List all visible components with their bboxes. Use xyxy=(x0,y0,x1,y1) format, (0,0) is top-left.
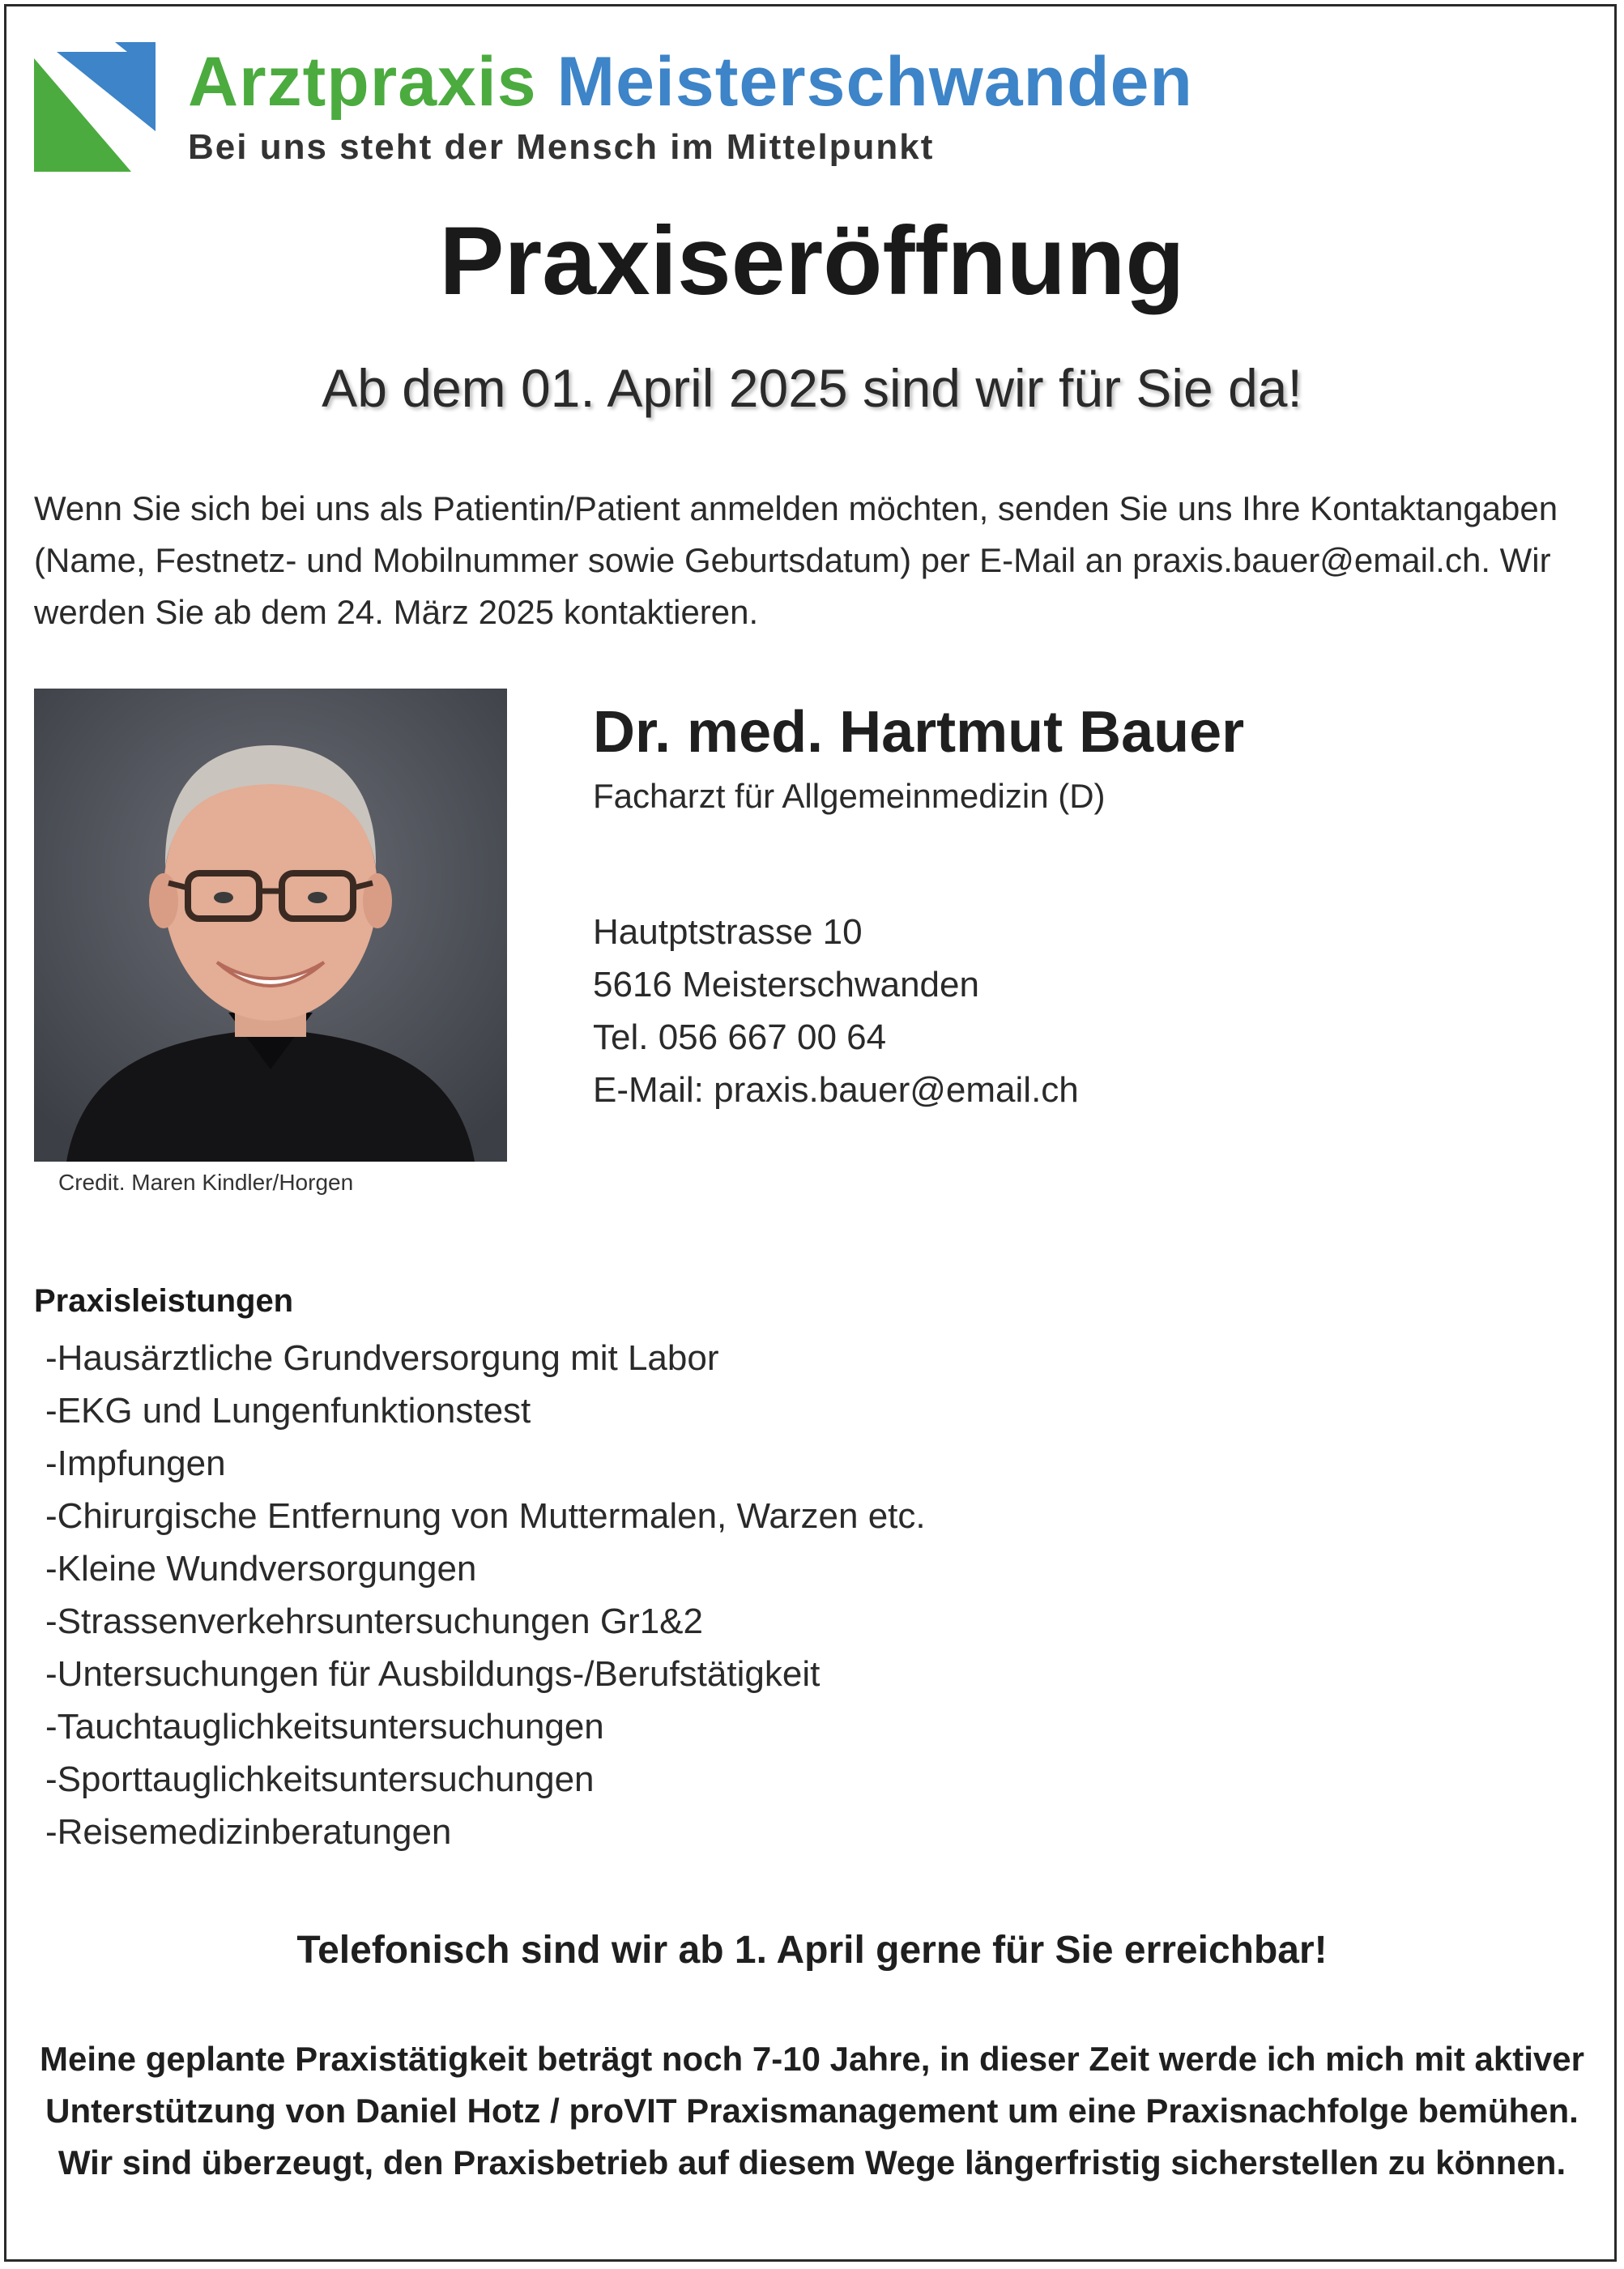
address-street: Hautptstrasse 10 xyxy=(593,912,863,952)
doctor-name: Dr. med. Hartmut Bauer xyxy=(593,700,1245,765)
page-title: Praxiseröffnung xyxy=(439,207,1185,315)
registration-intro: Wenn Sie sich bei uns als Patientin/Patient anmelden möchten, senden Sie uns Ihre Kontaktangaben (Name, Festnetz- und Mobilnummer sowie Geburtsdatum) per E-Mail an praxis.bauer@email.ch. Wir werden Sie ab dem 24. März 2025 kontaktieren. xyxy=(34,489,1558,631)
email-address: E-Mail: praxis.bauer@email.ch xyxy=(593,1070,1079,1110)
list-item: -Strassenverkehrsuntersuchungen Gr1&2 xyxy=(45,1602,703,1641)
list-item: -Sporttauglichkeitsuntersuchungen xyxy=(45,1759,595,1799)
list-item: -Impfungen xyxy=(45,1444,226,1483)
list-item: -Reisemedizinberatungen xyxy=(45,1812,452,1852)
list-item: -EKG und Lungenfunktionstest xyxy=(45,1391,531,1431)
phone-number: Tel. 056 667 00 64 xyxy=(593,1017,887,1057)
logo-tagline: Bei uns steht der Mensch im Mittelpunkt xyxy=(188,127,935,167)
opening-date-subtitle: Ab dem 01. April 2025 sind wir für Sie da! xyxy=(322,358,1302,418)
logo-name-part2: Meisterschwanden xyxy=(556,43,1193,121)
list-item: -Hausärztliche Grundversorgung mit Labor xyxy=(45,1338,719,1378)
logo-name-part1: Arztpraxis xyxy=(188,43,537,121)
doctor-portrait xyxy=(34,689,507,1162)
services-list xyxy=(45,1332,926,1858)
logo-triangles-icon xyxy=(34,42,156,172)
portrait-illustration xyxy=(34,689,507,1162)
closing-statement: Meine geplante Praxistätigkeit beträgt noch 7-10 Jahre, in dieser Zeit werde ich mich mit aktiver Unterstützung von Daniel Hotz / proVIT Praxismanagement um eine Praxisnachfolge bemühen. Wir sind überzeugt, den Praxisbetrieb auf diesem Wege längerfristig sicherstellen zu können. xyxy=(40,2040,1584,2182)
logo-name xyxy=(188,43,1193,121)
doctor-title: Facharzt für Allgemeinmedizin (D) xyxy=(593,777,1106,815)
address-city: 5616 Meisterschwanden xyxy=(593,965,979,1004)
phone-availability-note: Telefonisch sind wir ab 1. April gerne für Sie erreichbar! xyxy=(296,1929,1328,1972)
photo-credit: Credit. Maren Kindler/Horgen xyxy=(58,1170,354,1195)
list-item: -Untersuchungen für Ausbildungs-/Berufstätigkeit xyxy=(45,1654,821,1694)
contact-address xyxy=(593,906,1079,1116)
services-heading: Praxisleistungen xyxy=(34,1283,294,1319)
list-item: -Tauchtauglichkeitsuntersuchungen xyxy=(45,1707,604,1747)
list-item: -Kleine Wundversorgungen xyxy=(45,1549,477,1589)
list-item: -Chirurgische Entfernung von Muttermalen, Warzen etc. xyxy=(45,1496,926,1536)
